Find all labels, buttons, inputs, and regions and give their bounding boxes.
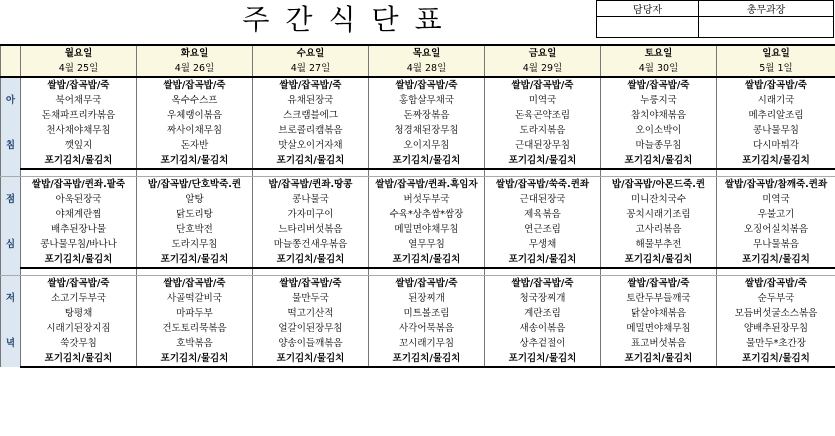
meal-label-top: 아	[1, 77, 21, 123]
menu-cell[interactable]: 닭도리탕	[137, 207, 253, 222]
menu-cell[interactable]: 근대된장무침	[485, 138, 601, 153]
menu-cell[interactable]: 청국장찌개	[485, 291, 601, 306]
menu-cell[interactable]: 브로콜리캠볶음	[253, 123, 369, 138]
menu-row	[1, 291, 835, 306]
menu-cell[interactable]: 쌀밥/잡곡밥/퀸좌.팥죽	[21, 177, 137, 193]
menu-cell[interactable]: 된장찌개	[369, 291, 485, 306]
menu-cell[interactable]: 무생채	[485, 237, 601, 252]
menu-cell[interactable]: 버섯두부국	[369, 192, 485, 207]
menu-cell[interactable]: 깻잎지	[21, 138, 137, 153]
menu-cell[interactable]: 제육볶음	[485, 207, 601, 222]
menu-cell[interactable]: 쌀밥/잡곡밥/죽	[485, 77, 601, 93]
meal-separator	[1, 169, 835, 177]
separator-cell	[1, 268, 21, 276]
approval-sign-cell[interactable]	[597, 17, 699, 38]
menu-cell[interactable]: 포기김치/물김치	[601, 351, 717, 367]
day-name-cell[interactable]: 토요일	[601, 45, 717, 61]
separator-cell	[137, 169, 253, 177]
date-cell[interactable]: 4월 29일	[485, 61, 601, 77]
menu-cell[interactable]: 포기김치/물김치	[485, 351, 601, 367]
menu-cell[interactable]: 마늘종무침	[601, 138, 717, 153]
menu-cell[interactable]: 포기김치/물김치	[717, 351, 835, 367]
menu-cell[interactable]: 소고기두부국	[21, 291, 137, 306]
menu-cell[interactable]: 밥/잡곡밥/단호박죽.퀸	[137, 177, 253, 193]
menu-cell[interactable]: 모듬버섯굴소스볶음	[717, 306, 835, 321]
menu-cell[interactable]: 유채된장국	[253, 93, 369, 108]
day-name-cell[interactable]: 화요일	[137, 45, 253, 61]
menu-cell[interactable]: 쌀밥/잡곡밥/죽	[21, 276, 137, 292]
menu-cell[interactable]: 콩나물국	[253, 192, 369, 207]
separator-cell	[601, 169, 717, 177]
menu-cell[interactable]: 쌀밥/잡곡밥/죽	[369, 77, 485, 93]
menu-row	[1, 138, 835, 153]
separator-cell	[601, 268, 717, 276]
menu-cell[interactable]: 돈자반	[137, 138, 253, 153]
page-title: 주간식단표	[242, 3, 458, 36]
menu-cell[interactable]: 물만두국	[253, 291, 369, 306]
menu-cell[interactable]: 물만두*초간장	[717, 336, 835, 351]
menu-cell[interactable]: 연근조림	[485, 222, 601, 237]
separator-cell	[485, 169, 601, 177]
separator-cell	[253, 268, 369, 276]
date-cell[interactable]: 4월 27일	[253, 61, 369, 77]
menu-row	[1, 123, 835, 138]
menu-cell[interactable]: 옥수수스프	[137, 93, 253, 108]
menu-cell[interactable]: 쌀밥/잡곡밥/죽	[717, 77, 835, 93]
menu-row	[1, 321, 835, 336]
menu-cell[interactable]: 고사리볶음	[601, 222, 717, 237]
menu-cell[interactable]: 포기김치/물김치	[601, 153, 717, 169]
menu-cell[interactable]: 계란조림	[485, 306, 601, 321]
menu-cell[interactable]: 우체랭이볶음	[137, 108, 253, 123]
menu-cell[interactable]: 마파두부	[137, 306, 253, 321]
menu-cell[interactable]: 포기김치/물김치	[253, 351, 369, 367]
date-cell[interactable]: 4월 30일	[601, 61, 717, 77]
menu-row	[1, 336, 835, 351]
menu-row	[1, 252, 835, 268]
menu-cell[interactable]: 미니잔치국수	[601, 192, 717, 207]
menu-cell[interactable]: 청경채된장무침	[369, 123, 485, 138]
menu-cell[interactable]: 메밀면야채무침	[369, 222, 485, 237]
separator-cell	[21, 169, 137, 177]
menu-cell[interactable]: 쌀밥/잡곡밥/죽	[601, 77, 717, 93]
menu-cell[interactable]: 밥/잡곡밥/퀸좌.땅콩	[253, 177, 369, 193]
menu-cell[interactable]: 쌀밥/잡곡밥/죽	[253, 77, 369, 93]
separator-cell	[717, 169, 835, 177]
menu-cell[interactable]: 짜사이채무침	[137, 123, 253, 138]
separator-cell	[369, 268, 485, 276]
menu-cell[interactable]: 포기김치/물김치	[21, 351, 137, 367]
menu-cell[interactable]: 탕평채	[21, 306, 137, 321]
menu-cell[interactable]: 열무무침	[369, 237, 485, 252]
menu-cell[interactable]: 해물부추전	[601, 237, 717, 252]
day-name-cell[interactable]: 월요일	[21, 45, 137, 61]
date-cell[interactable]: 4월 25일	[21, 61, 137, 77]
menu-cell[interactable]: 쌀밥/잡곡밥/죽	[137, 276, 253, 292]
menu-cell[interactable]: 포기김치/물김치	[21, 153, 137, 169]
menu-cell[interactable]: 양배추된장무침	[717, 321, 835, 336]
menu-cell[interactable]: 사골떡갈비국	[137, 291, 253, 306]
corner-cell	[1, 61, 21, 77]
menu-cell[interactable]: 근대된장국	[485, 192, 601, 207]
separator-cell	[1, 169, 21, 177]
menu-cell[interactable]: 떡고기산적	[253, 306, 369, 321]
menu-cell[interactable]: 미역국	[485, 93, 601, 108]
separator-cell	[485, 268, 601, 276]
menu-cell[interactable]: 쌀밥/잡곡밥/죽	[485, 276, 601, 292]
separator-cell	[137, 268, 253, 276]
day-name-cell[interactable]: 목요일	[369, 45, 485, 61]
meal-separator	[1, 268, 835, 276]
menu-cell[interactable]: 메밀면야채무침	[601, 321, 717, 336]
day-name-cell[interactable]: 금요일	[485, 45, 601, 61]
meal-label-bottom: 침	[1, 123, 21, 169]
menu-cell[interactable]: 도라지볶음	[485, 123, 601, 138]
corner-cell	[1, 45, 21, 61]
menu-cell[interactable]: 포기김치/물김치	[485, 153, 601, 169]
menu-cell[interactable]: 단호박전	[137, 222, 253, 237]
meal-label-top: 저	[1, 276, 21, 322]
separator-cell	[369, 169, 485, 177]
menu-row	[1, 207, 835, 222]
menu-cell[interactable]: 쌀밥/잡곡밥/죽	[137, 77, 253, 93]
menu-cell[interactable]: 우불고기	[717, 207, 835, 222]
menu-row	[1, 108, 835, 123]
menu-cell[interactable]: 돈짜장볶음	[369, 108, 485, 123]
menu-cell[interactable]: 꽁치시래기조림	[601, 207, 717, 222]
menu-row	[1, 93, 835, 108]
menu-cell[interactable]: 오이소박이	[601, 123, 717, 138]
menu-cell[interactable]: 천사채야채무침	[21, 123, 137, 138]
separator-cell	[717, 268, 835, 276]
menu-cell[interactable]: 마늘쫑건새우볶음	[253, 237, 369, 252]
menu-cell[interactable]: 수육*상추쌈*쌈장	[369, 207, 485, 222]
menu-cell[interactable]: 포기김치/물김치	[717, 153, 835, 169]
menu-cell[interactable]: 포기김치/물김치	[21, 252, 137, 268]
menu-cell[interactable]: 쌀밥/잡곡밥/쑥죽.퀸좌	[485, 177, 601, 193]
menu-row	[1, 192, 835, 207]
menu-cell[interactable]: 누룽지국	[601, 93, 717, 108]
menu-cell[interactable]: 오징어실치볶음	[717, 222, 835, 237]
menu-row	[1, 237, 835, 252]
menu-cell[interactable]: 포기김치/물김치	[369, 153, 485, 169]
date-row	[1, 61, 835, 77]
menu-row	[1, 222, 835, 237]
menu-cell[interactable]: 순두부국	[717, 291, 835, 306]
menu-cell[interactable]: 호박볶음	[137, 336, 253, 351]
menu-cell[interactable]: 알탕	[137, 192, 253, 207]
meal-label-bottom: 심	[1, 222, 21, 268]
separator-cell	[21, 268, 137, 276]
menu-cell[interactable]: 토란두부들깨국	[601, 291, 717, 306]
menu-cell[interactable]: 메추리알조림	[717, 108, 835, 123]
date-cell[interactable]: 4월 28일	[369, 61, 485, 77]
approver-label: 총무과장	[699, 1, 834, 17]
menu-cell[interactable]: 포기김치/물김치	[253, 153, 369, 169]
weekly-menu-table	[0, 44, 835, 368]
menu-cell[interactable]: 새송이볶음	[485, 321, 601, 336]
menu-cell[interactable]: 스크램블에그	[253, 108, 369, 123]
menu-row	[1, 77, 835, 93]
menu-cell[interactable]: 콩나물무침	[717, 123, 835, 138]
approval-box	[596, 0, 834, 38]
menu-cell[interactable]: 포기김치/물김치	[137, 252, 253, 268]
menu-cell[interactable]: 쌀밥/잡곡밥/죽	[369, 276, 485, 292]
menu-cell[interactable]: 돈육곤약조림	[485, 108, 601, 123]
separator-cell	[253, 169, 369, 177]
menu-cell[interactable]: 시래기된장지짐	[21, 321, 137, 336]
menu-cell[interactable]: 쌀밥/잡곡밥/참깨죽.퀸좌	[717, 177, 835, 193]
menu-cell[interactable]: 도라지무침	[137, 237, 253, 252]
menu-cell[interactable]: 쌀밥/잡곡밥/죽	[717, 276, 835, 292]
approval-sign-cell[interactable]	[699, 17, 834, 38]
menu-cell[interactable]: 쌀밥/잡곡밥/죽	[253, 276, 369, 292]
menu-cell[interactable]: 포기김치/물김치	[717, 252, 835, 268]
menu-cell[interactable]: 아욱된장국	[21, 192, 137, 207]
menu-cell[interactable]: 사각어묵볶음	[369, 321, 485, 336]
menu-cell[interactable]: 쌀밥/잡곡밥/죽	[21, 77, 137, 93]
day-name-cell[interactable]: 일요일	[717, 45, 835, 61]
approver-label: 담당자	[597, 1, 699, 17]
menu-cell[interactable]: 다시마튀각	[717, 138, 835, 153]
menu-row	[1, 153, 835, 169]
menu-cell[interactable]: 상추겉절이	[485, 336, 601, 351]
menu-row	[1, 177, 835, 193]
menu-row	[1, 351, 835, 367]
menu-cell[interactable]: 건도토리묵볶음	[137, 321, 253, 336]
menu-cell[interactable]: 꼬시래기무침	[369, 336, 485, 351]
menu-cell[interactable]: 참치야채볶음	[601, 108, 717, 123]
menu-cell[interactable]: 맛살오이거자채	[253, 138, 369, 153]
menu-cell[interactable]: 포기김치/물김치	[137, 351, 253, 367]
menu-cell[interactable]: 포기김치/물김치	[369, 252, 485, 268]
menu-cell[interactable]: 북어채무국	[21, 93, 137, 108]
meal-label-top: 점	[1, 177, 21, 223]
menu-cell[interactable]: 야채계란찜	[21, 207, 137, 222]
meal-label-bottom: 녁	[1, 321, 21, 367]
menu-cell[interactable]: 미역국	[717, 192, 835, 207]
day-name-cell[interactable]: 수요일	[253, 45, 369, 61]
day-header-row	[1, 45, 835, 61]
menu-cell[interactable]: 오이지무침	[369, 138, 485, 153]
menu-cell[interactable]: 닭살야채볶음	[601, 306, 717, 321]
menu-cell[interactable]: 표고버섯볶음	[601, 336, 717, 351]
menu-row	[1, 276, 835, 292]
menu-cell[interactable]: 포기김치/물김치	[601, 252, 717, 268]
menu-cell[interactable]: 얼갈이된장무침	[253, 321, 369, 336]
menu-cell[interactable]: 포기김치/물김치	[137, 153, 253, 169]
menu-cell[interactable]: 양송이들깨볶음	[253, 336, 369, 351]
menu-cell[interactable]: 홍합살무채국	[369, 93, 485, 108]
menu-row	[1, 306, 835, 321]
menu-cell[interactable]: 쌀밥/잡곡밥/퀸좌.흑임자	[369, 177, 485, 193]
menu-cell[interactable]: 쌀밥/잡곡밥/죽	[601, 276, 717, 292]
menu-cell[interactable]: 포기김치/물김치	[253, 252, 369, 268]
menu-cell[interactable]: 포기김치/물김치	[369, 351, 485, 367]
menu-cell[interactable]: 배추된장나물	[21, 222, 137, 237]
menu-cell[interactable]: 포기김치/물김치	[485, 252, 601, 268]
menu-cell[interactable]: 밥/잡곡밥/아몬드죽.퀸	[601, 177, 717, 193]
menu-cell[interactable]: 가자미구이	[253, 207, 369, 222]
menu-cell[interactable]: 쑥갓무침	[21, 336, 137, 351]
menu-cell[interactable]: 시래기국	[717, 93, 835, 108]
menu-cell[interactable]: 느타리버섯볶음	[253, 222, 369, 237]
menu-cell[interactable]: 미트볼조림	[369, 306, 485, 321]
date-cell[interactable]: 4월 26일	[137, 61, 253, 77]
menu-cell[interactable]: 무나물볶음	[717, 237, 835, 252]
menu-cell[interactable]: 콩나물무침/바나나	[21, 237, 137, 252]
menu-cell[interactable]: 돈채파프리카볶음	[21, 108, 137, 123]
date-cell[interactable]: 5월 1일	[717, 61, 835, 77]
